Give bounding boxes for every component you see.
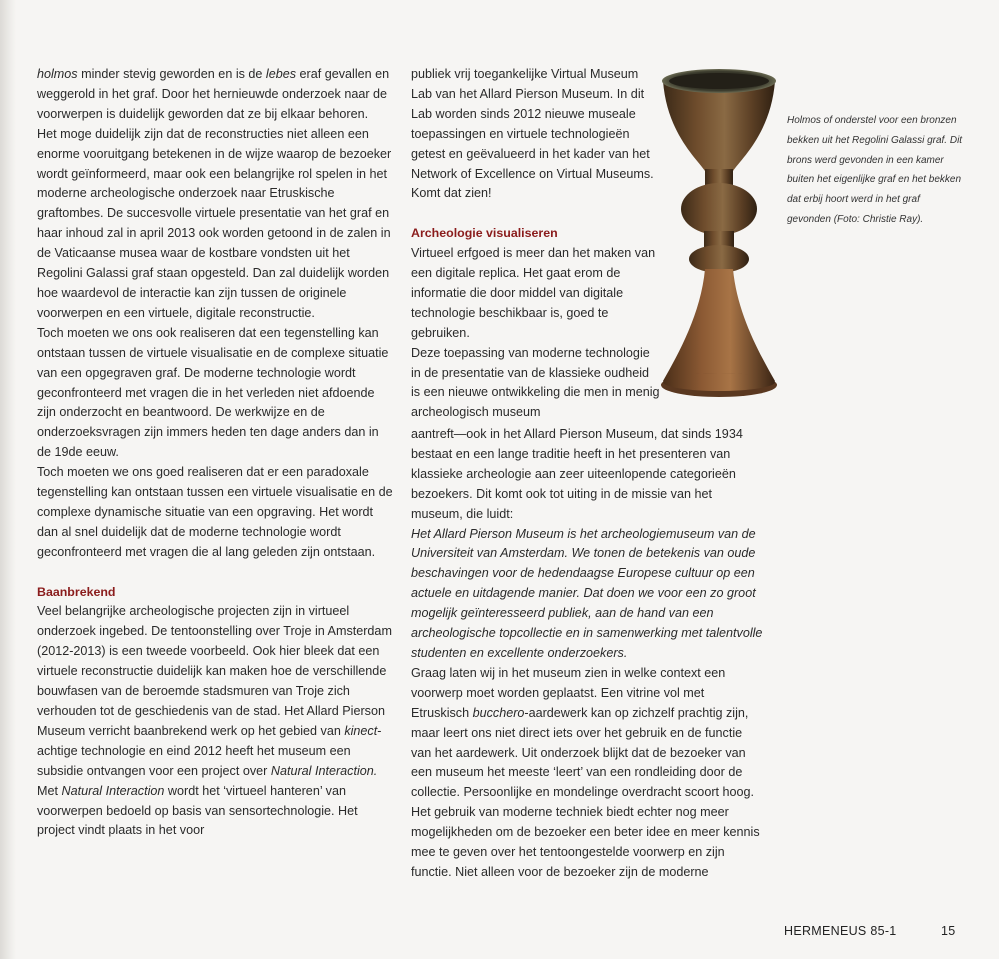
- text-run: -aardewerk kan op zichzelf prachtig zijn, maar leert ons niet direct iets over het gebruik en de functie van het aardewerk. Uit onderzoek blijkt dat de bezoeker van een museum het meeste ‘leert’ van een rondleiding door de collectie. Persoonlijke en mondelinge overdracht scoort hoog. Het gebruik van moderne techniek biedt echter nog meer mogelijkheden om de bezoeker een beter idee en meer kennis mee te geven over het tentoongestelde voorwerp en zijn functie. Niet alleen voor de bezoeker zijn de moderne: [411, 705, 760, 879]
- middle-column-top: [411, 65, 661, 423]
- heading-archeologie-visualiseren: Archeologie visualiseren: [411, 226, 558, 241]
- middle-paragraph-3: [411, 664, 763, 883]
- left-paragraph-2: Het moge duidelijk zijn dat de reconstructies niet alleen een enorme vooruitgang betekenen in de wijze waarop de bezoeker wordt geïnformeerd, maar ook een belangrijke rol spelen in het moderne archeologische onderzoek naar Etruskische graftombes. De succesvolle virtuele presentatie van het graf en haar inhoud zal in april 2013 ook worden getoond in de zalen in de Vaticaanse musea waar de kostbare vondsten uit het Regolini Galassi graf staan opgesteld. Dan zal duidelijk worden hoe waardevol de interactie kan zijn tussen de originele voorwerpen en een virtuele, digitale reconstructie.: [37, 126, 392, 320]
- middle-column-bottom: [411, 425, 763, 883]
- mission-statement: [411, 525, 763, 664]
- heading-baanbrekend: Baanbrekend: [37, 584, 116, 599]
- text-run: minder stevig geworden en is de: [77, 67, 266, 81]
- left-column: [37, 65, 395, 841]
- middle-paragraph-2-start: Deze toepassing van moderne technologie in de presentatie van de klassieke oudheid is een nieuwe ontwikkeling die men in menig archeologisch museum: [411, 345, 660, 420]
- text-run: wordt het ‘virtueel hanteren’ van voorwerpen bedoeld op basis van sensortechnologie. Het project vindt plaats in het voor: [37, 783, 358, 838]
- term-holmos: holmos: [37, 67, 78, 81]
- term-bucchero: bucchero: [472, 705, 525, 720]
- middle-intro: publiek vrij toegankelijke Virtual Museum Lab van het Allard Pierson Museum. In dit Lab worden sinds 2012 nieuwe museale toepassingen en virtuele technologieën getest en geëvalueerd in het kader van het Network of Excellence on Virtual Museums. Komt dat zien!: [411, 67, 654, 201]
- term-lebes: lebes: [265, 67, 297, 81]
- left-paragraph-3: Toch moeten we ons ook realiseren dat een tegenstelling kan ontstaan tussen de virtuele visualisatie en de complexe situatie van een opgegraven graf. De moderne technologie wordt geconfronteerd met vragen die in het verleden niet afdoende zijn onderzocht en beantwoord. De werkwijze en de onderzoeksvragen zijn immers heden ten dage anders dan in de 19de eeuw.: [37, 325, 389, 460]
- middle-paragraph-1: Virtueel erfgoed is meer dan het maken van een digitale replica. Het gaat erom de informatie die door middel van digitale technologie beschikbaar is, goed te gebruiken.: [411, 246, 656, 340]
- holmos-photo: [657, 63, 781, 405]
- left-paragraph-1: [37, 65, 395, 125]
- left-paragraph-4: Toch moeten we ons goed realiseren dat er een paradoxale tegenstelling kan ontstaan tussen een virtuele visualisatie en de complexe dynamische situatie van een opgraving. Het wordt dan al snel duidelijk dat de moderne technologie wordt geconfronteerd met vragen die al lang geleden zijn ontstaan.: [37, 465, 393, 559]
- term-natural-interaction: Natural Interaction.: [270, 763, 378, 778]
- journal-name: HERMENEUS 85-1: [784, 924, 897, 938]
- image-caption: Holmos of onderstel voor een bronzen bekken uit het Regolini Galassi graf. Dit brons werd gevonden in een kamer buiten het eigenlijke graf en het bekken dat erbij hoort werd in het graf gevonden (Foto: Christie Ray).: [787, 115, 963, 225]
- text-run: eraf gevallen en weggerold in het graf. Door het hernieuwde onderzoek naar de voorwerpen is duidelijk geworden dat ze bij elkaar behoren.: [37, 67, 390, 121]
- page-spine-shadow: [0, 0, 16, 959]
- term-kinect: kinect: [344, 723, 378, 738]
- text-run: -achtige technologie en eind 2012 heeft het museum een subsidie ontvangen voor een project over: [37, 723, 382, 778]
- mission-text: Het Allard Pierson Museum is het archeologiemuseum van de Universiteit van Amsterdam. We tonen de betekenis van oude beschavingen voor de hedendaagse Europese cultuur op een actuele en uitdagende manier. Dat doen we voor een zo groot mogelijk geïnteresseerd publiek, aan de hand van een archeologische topcollectie en in samenwerking met talentvolle studenten en excellente onderzoekers.: [411, 526, 763, 660]
- text-run: Veel belangrijke archeologische projecten zijn in virtueel onderzoek ingebed. De tentoonstelling over Troje in Amsterdam (2012-2013) is een tweede voorbeeld. Ook hier bleek dat een virtuele reconstructie duidelijk kan maken hoe de verschillende bouwfasen van de beroemde stadsmuren van Troje zich verhouden tot de geschiedenis van de stad. Het Allard Pierson Museum verricht baanbrekend werk op het gebied van: [37, 604, 392, 738]
- left-paragraph-5: [37, 602, 395, 841]
- text-run: Met: [37, 783, 62, 798]
- middle-paragraph-2-end: aantreft—ook in het Allard Pierson Museum, dat sinds 1934 bestaat en een lange traditie heeft in het presenteren van klassieke archeologie aan zeer uiteenlopende categorieën bezoekers. Dit komt ook tot uiting in de missie van het museum, die luidt:: [411, 427, 743, 521]
- text-run: Graag laten wij in het museum zien in welke context een voorwerp moet worden geplaatst. Een vitrine vol met Etruskisch: [411, 665, 726, 720]
- term-natural-interaction: Natural Interaction: [61, 783, 165, 798]
- page-number: 15: [941, 924, 956, 938]
